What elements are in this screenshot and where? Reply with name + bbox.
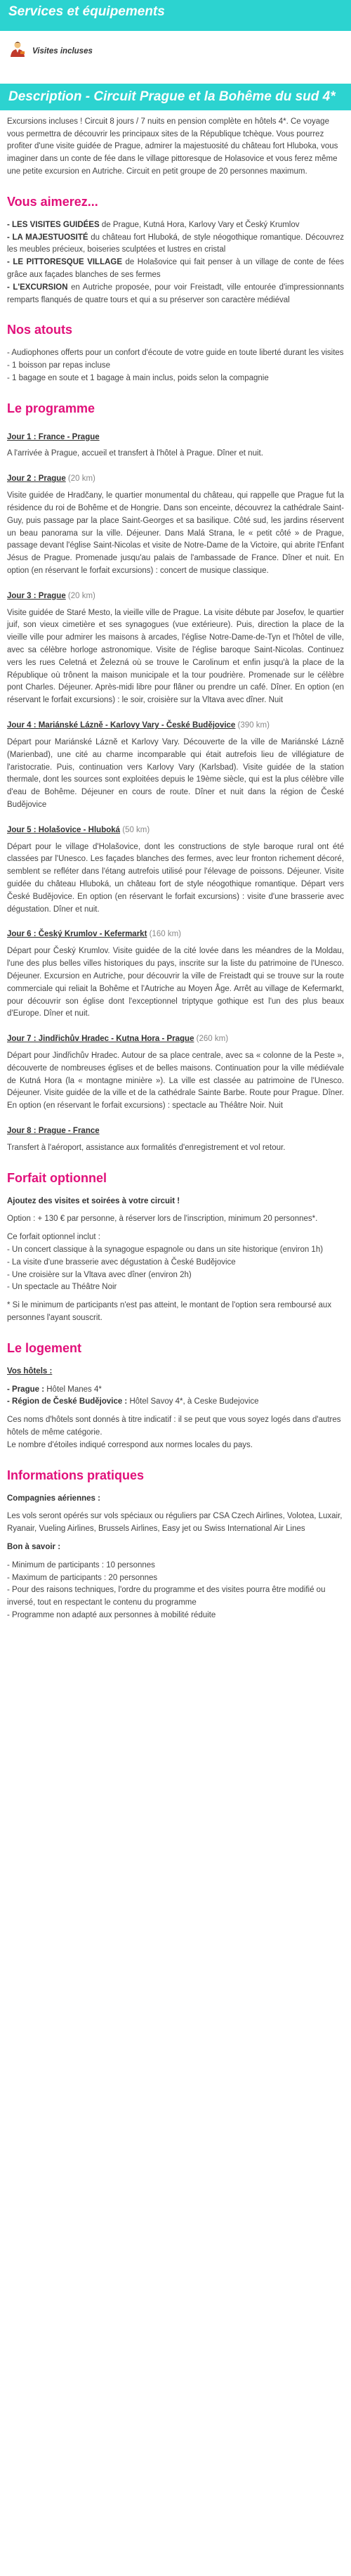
infos-heading: Informations pratiques — [7, 1468, 145, 1482]
day-block — [7, 928, 344, 1021]
day-text: Visite guidée de Staré Mesto, la vieille ville de Prague. La visite débute par Josefov, le quartier juif, son vieux cimetière et ses synagogues (vue extérieure). Puis, direction la place de la vieille ville pour admirer les maisons à arcades, l'église Notre-Dame-de-Tyn et l'hôtel de ville, avec sa célèbre horloge astronomique. Visite de l'église baroque Saint-Nicolas. Continuez vers les rues Celetná et Železná où se trouve le Carolinum et enfin jusqu'à la place de la République où trônent la maison municipale et la tour poudrière. Promenade sur le célèbre pont Charles. Déjeuner. Après-midi libre pour flâner ou prendre un café. Dîner. En option (en réservant le forfait excursions) : le soir, croisière sur la Vltava avec dîner. Nuit — [7, 608, 344, 705]
day-title: Jour 2 : Prague — [7, 474, 66, 484]
day-title: Jour 7 : Jindřichův Hradec - Kutna Hora - Prague — [7, 1035, 194, 1044]
day-title: Jour 5 : Holašovice - Hluboká — [7, 825, 121, 834]
day-text: Départ pour Jindřichův Hradec. Autour de sa place centrale, avec sa « colonne de la Peste », découverte de nombreuses églises et de belles maisons. Continuation pour la ville médiévale de Kutná Hora (la « montagne minière »). La ville est classée au patrimoine de l'Unesco. Déjeuner. Visite guidée de la ville et de la cathédrale Sainte Barbe. Route pour Prague. Dîner. En option (en réservant le forfait excursions) : spectacle au Théâtre Noir. Nuit — [7, 1051, 344, 1111]
atout-item: - 1 bagage en soute et 1 bagage à main inclus, poids selon la compagnie — [7, 373, 269, 382]
forfait-includes-label: Ce forfait optionnel inclut : — [7, 1233, 100, 1242]
day-km: (260 km) — [194, 1035, 229, 1044]
day-title: Jour 4 : Mariánské Lázně - Karlovy Vary - České Budějovice — [7, 721, 236, 730]
forfait-heading: Forfait optionnel — [7, 1170, 107, 1185]
content — [0, 110, 351, 1643]
logement-heading: Le logement — [7, 1340, 82, 1355]
aimerez-item: - LES VISITES GUIDÉES de Prague, Kutná Hora, Karlovy Vary et Český Krumlov — [7, 220, 300, 229]
atouts-list — [7, 347, 344, 384]
day-km: (50 km) — [120, 825, 150, 834]
forfait-intro: Ajoutez des visites et soirées à votre circuit ! — [7, 1196, 180, 1205]
programme-heading: Le programme — [7, 401, 95, 415]
infos-item: - Programme non adapté aux personnes à mobilité réduite — [7, 1611, 216, 1620]
day-block — [7, 590, 344, 707]
aimerez-item: - L'EXCURSION en Autriche proposée, pour voir Freistadt, ville entourée d'impressionnants remparts flanqués de quatre tours et qui a su préserver son caractère médiéval — [7, 283, 344, 304]
day-km: (20 km) — [65, 591, 95, 600]
logement-hotels-label: Vos hôtels : — [7, 1366, 53, 1376]
forfait-item: - Une croisière sur la Vltava avec dîner (environ 2h) — [7, 1270, 192, 1279]
day-text: Départ pour Český Krumlov. Visite guidée de la cité lovée dans les méandres de la Moldau, l'une des plus belles villes historiques du pays, inscrite sur la liste du patrimoine de l'Unesco. Déjeuner. Excursion en Autriche, pour découvrir la ville de Freistadt qui se trouve sur la route commerciale qui reliait la Bohême et l'Autriche au Moyen Âge. Arrêt au village de Kefermarkt, pour découvrir son église dont l'exceptionnel triptyque gothique est l'un des plus beaux d'Europe. Dîner et nuit. — [7, 947, 344, 1018]
day-block — [7, 720, 344, 812]
guide-person-icon — [8, 41, 27, 63]
atout-item: - 1 boisson par repas incluse — [7, 361, 111, 370]
aimerez-item: - LE PITTORESQUE VILLAGE de Holašovice qui fait penser à un village de conte de fées grâce aux façades blanches de ses fermes — [7, 258, 344, 280]
day-block — [7, 432, 344, 461]
forfait-item: - La visite d'une brasserie avec dégustation à České Budějovice — [7, 1257, 236, 1267]
infos-bon-label: Bon à savoir : — [7, 1542, 61, 1551]
vous-aimerez-heading: Vous aimerez... — [7, 194, 98, 209]
logement-note: Ces noms d'hôtels sont donnés à titre indicatif : il se peut que vous soyez logés dans d'autres hôtels de même catégorie. — [7, 1416, 341, 1437]
day-block — [7, 1125, 344, 1155]
day-block — [7, 1033, 344, 1113]
infos-companies-text: Les vols seront opérés sur vols spéciaux ou réguliers par CSA Czech Airlines, Volotea, Luxair, Ryanair, Vueling Airlines, Brussels Airlines, Easy jet ou Swiss International Air Lines — [7, 1512, 343, 1534]
infos-item: - Pour des raisons techniques, l'ordre du programme et des visites pourra être modifié ou inversé, tout en respectant le contenu du programme — [7, 1586, 326, 1607]
atout-item: - Audiophones offerts pour un confort d'écoute de votre guide en toute liberté durant les visites — [7, 349, 344, 358]
visites-row — [0, 31, 351, 74]
aimerez-list — [7, 219, 344, 307]
visites-label: Visites incluses — [32, 46, 93, 56]
aimerez-item: - LA MAJESTUOSITÉ du château fort Hluboká, de style néogothique romantique. Découvrez les meubles précieux, boiseries sculptées et lustres en cristal — [7, 233, 344, 254]
day-title: Jour 1 : France - Prague — [7, 432, 100, 441]
infos-item: - Maximum de participants : 20 personnes — [7, 1573, 158, 1582]
day-block — [7, 824, 344, 917]
intro-text: Excursions incluses ! Circuit 8 jours / 7 nuits en pension complète en hôtels 4*. Ce voyage vous permettra de découvrir les principaux sites de la République tchèque. Vous pourrez profiter d'une visite guidée de Prague, admirer la majestuosité du château fort Hluboka, vous imaginer dans un conte de fée dans le village pittoresque de Holasovice et vous ferez même une petite excursion en Autriche. Circuit en petit groupe de 20 personnes maximum. — [7, 117, 338, 176]
day-km: (390 km) — [235, 721, 270, 730]
forfait-item: - Un spectacle au Théâtre Noir — [7, 1283, 117, 1292]
day-block — [7, 473, 344, 578]
forfait-option: Option : + 130 € par personne, à réserver lors de l'inscription, minimum 20 personnes*. — [7, 1215, 318, 1224]
hotel-item: - Région de České Budějovice : Hôtel Savoy 4*, à Ceske Budejovice — [7, 1397, 259, 1406]
day-title: Jour 6 : Český Krumlov - Kefermarkt — [7, 930, 147, 939]
description-title: Description - Circuit Prague et la Bohême du sud 4* — [0, 84, 351, 110]
day-title: Jour 8 : Prague - France — [7, 1127, 100, 1136]
day-text: Transfert à l'aéroport, assistance aux formalités d'enregistrement et vol retour. — [7, 1143, 286, 1152]
forfait-item: - Un concert classique à la synagogue espagnole ou dans un site historique (environ 1h) — [7, 1245, 324, 1254]
hotel-item: - Prague : Hôtel Manes 4* — [7, 1385, 102, 1394]
day-text: A l'arrivée à Prague, accueil et transfert à l'hôtel à Prague. Dîner et nuit. — [7, 449, 263, 458]
day-title: Jour 3 : Prague — [7, 591, 66, 600]
infos-companies-label: Compagnies aériennes : — [7, 1494, 100, 1503]
day-text: Départ pour le village d'Holašovice, dont les constructions de style baroque rural ont été classées par l'Unesco. Les façades blanches des fermes, avec leur fronton richement décoré, semblent se refléter dans l'étang autrefois utilisé pour l'élevage de poissons. Déjeuner. Visite guidée du château Hluboká, un château fort de style néogothique romantique. Départ vers České Budějovice. En option (en réservant le forfait excursions) : visite d'une brasserie avec dégustation. Dîner et nuit. — [7, 842, 344, 914]
atouts-heading: Nos atouts — [7, 323, 73, 337]
infos-item: - Minimum de participants : 10 personnes — [7, 1560, 155, 1569]
forfait-note: * Si le minimum de participants n'est pas atteint, le montant de l'option sera remboursé aux personnes l'ayant souscrit. — [7, 1301, 332, 1323]
day-text: Départ pour Mariánské Lázně et Karlovy Vary. Découverte de la ville de Mariánské Lázně (Marienbad), une cité au charme incomparable qui était autrefois lieu de villégiature de l'aristocratie. Puis, continuation vers Karlovy Vary (Karlsbad). Visite guidée de la station thermale, dont les sources sont exploitées depuis le 19ème siècle, qui est la plus célèbre ville d'eau de Bohême. Déjeuner en cours de route. Dîner et nuit dans la région de České Budějovice — [7, 737, 344, 809]
services-title: Services et équipements — [0, 0, 351, 31]
day-km: (160 km) — [147, 930, 181, 939]
day-text: Visite guidée de Hradčany, le quartier monumental du château, qui rappelle que Prague fut la résidence du roi de Bohême et de Hongrie. Dans son enceinte, découvrez la cathédrale Saint-Guy, puis passage par la place Saint-Georges et sa basilique. Côté sud, les jardins réservent un beau panorama sur la ville. Déjeuner. Dans Malá Strana, le « petit côté » de Prague, passage devant l'église Saint-Nicolas et visite de Notre-Dame de la Victoire, qui abrite l'Enfant Jésus de Prague. Promenade jusqu'au palais de l'ambassade de France. Dîner et nuit. En option (en réservant le forfait excursions) : concert de musique classique. — [7, 491, 344, 575]
day-km: (20 km) — [65, 474, 95, 484]
logement-note: Le nombre d'étoiles indiqué correspond aux normes locales du pays. — [7, 1440, 253, 1449]
